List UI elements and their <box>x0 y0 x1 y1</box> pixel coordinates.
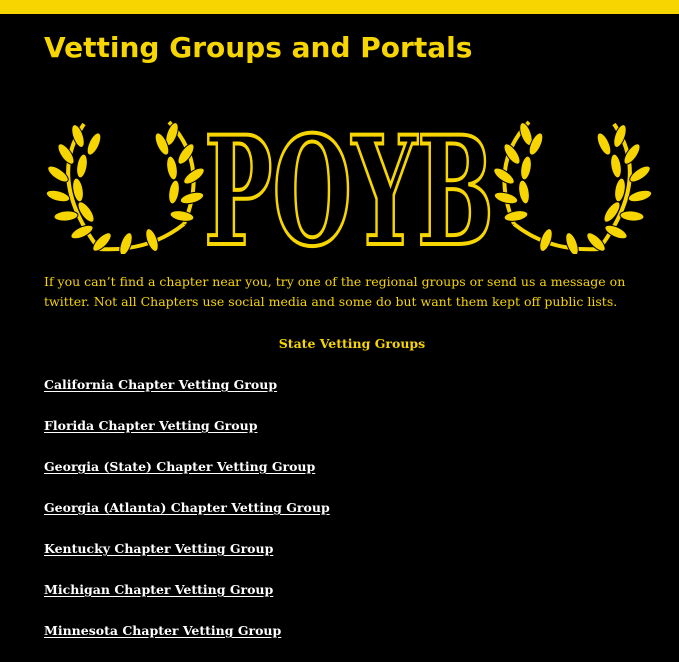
link-michigan-vetting-group[interactable]: Michigan Chapter Vetting Group <box>44 582 274 597</box>
laurel-wreath-icon <box>45 121 207 254</box>
intro-paragraph: If you can’t find a chapter near you, try one of the regional groups or send us a message on twitter. Not all Chapters use social media and some do but want them kept off public lists. <box>44 274 626 309</box>
list-item <box>44 580 330 621</box>
list-item <box>44 498 330 539</box>
page-title: Vetting Groups and Portals <box>44 31 473 64</box>
link-kentucky-vetting-group[interactable]: Kentucky Chapter Vetting Group <box>44 541 274 556</box>
logo-text: POYB <box>204 104 494 254</box>
laurel-wreath-icon <box>491 121 653 254</box>
state-vetting-groups-heading: State Vetting Groups <box>278 336 426 351</box>
link-georgia-state-vetting-group[interactable]: Georgia (State) Chapter Vetting Group <box>44 459 316 474</box>
link-georgia-atlanta-vetting-group[interactable]: Georgia (Atlanta) Chapter Vetting Group <box>44 500 330 515</box>
link-minnesota-vetting-group[interactable]: Minnesota Chapter Vetting Group <box>44 623 282 638</box>
list-item <box>44 457 330 498</box>
list-item <box>44 416 330 457</box>
vetting-group-list <box>44 375 330 662</box>
link-florida-vetting-group[interactable]: Florida Chapter Vetting Group <box>44 418 258 433</box>
link-california-vetting-group[interactable]: California Chapter Vetting Group <box>44 377 278 392</box>
list-item <box>44 375 330 416</box>
list-item <box>44 621 330 662</box>
list-item <box>44 539 330 580</box>
page-content <box>0 14 679 651</box>
poyb-logo <box>44 104 654 254</box>
top-accent-bar <box>0 0 679 14</box>
